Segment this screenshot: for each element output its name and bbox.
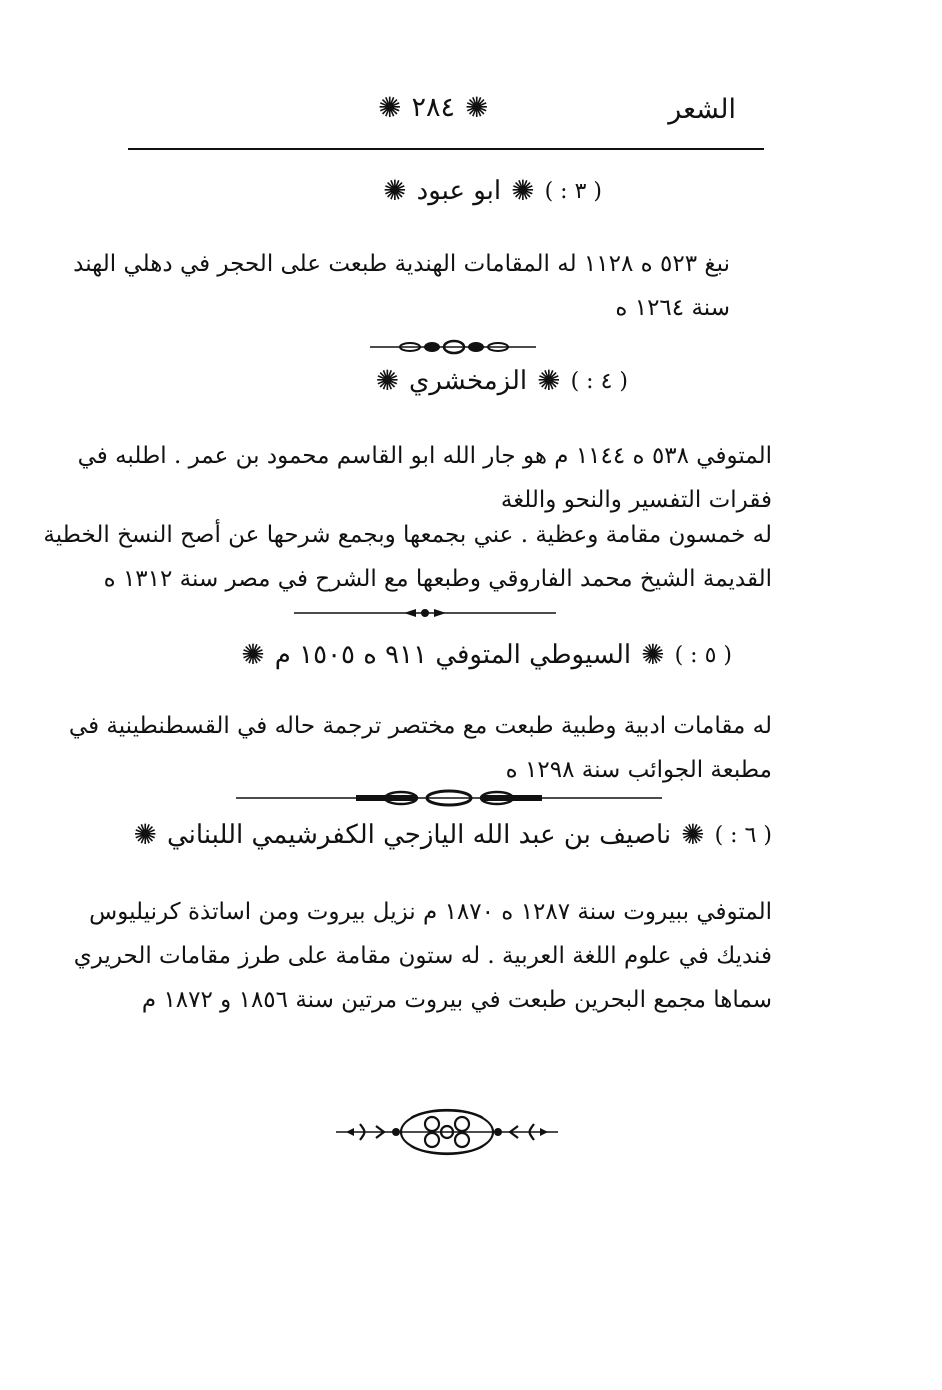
section-number: ( ٤ : ) — [570, 368, 628, 394]
text-line: مطبعة الجوائب سنة ١٢٩٨ ه — [505, 757, 772, 783]
paragraph — [73, 242, 730, 330]
paragraph — [78, 434, 772, 522]
section-heading — [383, 176, 602, 206]
section-name: ناصيف بن عبد الله اليازجي الكفرشيمي اللبناني — [167, 820, 672, 850]
star-ornament-icon: ✺ — [375, 364, 400, 397]
text-line: سماها مجمع البحرين طبعت في بيروت مرتين سنة ١٨٥٦ و ١٨٧٢ م — [141, 987, 772, 1013]
star-ornament-icon: ✺ — [537, 364, 561, 397]
page-header — [128, 92, 764, 132]
star-ornament-icon: ✺ — [464, 90, 489, 124]
section-name: السيوطي المتوفي ٩١١ ه ١٥٠٥ م — [274, 640, 632, 670]
star-ornament-icon: ✺ — [133, 818, 157, 851]
page-number: ٢٨٤ — [411, 92, 455, 123]
text-line: المتوفي ببيروت سنة ١٢٨٧ ه ١٨٧٠ م نزيل بيروت ومن اساتذة كرنيليوس — [89, 899, 772, 925]
text-line: نبغ ٥٢٣ ه ١١٢٨ له المقامات الهندية طبعت على الحجر في دهلي الهند — [73, 251, 730, 277]
section-heading — [134, 820, 772, 850]
text-line: فنديك في علوم اللغة العربية . له ستون مقامة على طرز مقامات الحريري — [73, 943, 772, 969]
section-name: ابو عبود — [416, 176, 502, 206]
paragraph — [69, 704, 772, 792]
text-line: فقرات التفسير والنحو واللغة — [500, 487, 772, 513]
star-ornament-icon: ✺ — [378, 90, 402, 124]
star-ornament-icon: ✺ — [681, 818, 705, 851]
text-line: القديمة الشيخ محمد الفاروقي وطبعها مع الشرح في مصر سنة ١٣١٢ ه — [103, 566, 772, 592]
star-ornament-icon: ✺ — [511, 174, 535, 207]
text-line: المتوفي ٥٣٨ ه ١١٤٤ م هو جار الله ابو القاسم محمود بن عمر . اطلبه في — [77, 443, 772, 469]
paragraph — [74, 890, 772, 1022]
header-rule — [128, 148, 764, 150]
section-number: ( ٦ : ) — [714, 822, 772, 848]
floral-rule-icon — [294, 605, 556, 621]
fleuron-icon — [336, 1104, 558, 1160]
page-number-group — [378, 92, 488, 123]
text-line: له خمسون مقامة وعظية . عني بجمعها وبجمع شرحها عن أصح النسخ الخطية — [43, 522, 772, 548]
star-ornament-icon: ✺ — [641, 638, 665, 671]
section-number: ( ٣ : ) — [544, 178, 602, 204]
star-ornament-icon: ✺ — [383, 174, 407, 207]
section-name: الزمخشري — [409, 366, 528, 396]
text-line: سنة ١٢٦٤ ه — [615, 295, 730, 321]
paragraph — [43, 513, 772, 601]
running-title: الشعر — [668, 94, 736, 125]
section-heading — [241, 640, 732, 670]
text-line: له مقامات ادبية وطبية طبعت مع مختصر ترجمة حاله في القسطنطينية في — [68, 713, 772, 739]
floral-rule-icon — [370, 338, 536, 356]
star-ornament-icon: ✺ — [241, 638, 265, 671]
section-heading — [376, 366, 628, 396]
section-number: ( ٥ : ) — [674, 642, 732, 668]
floral-rule-icon — [236, 788, 662, 808]
